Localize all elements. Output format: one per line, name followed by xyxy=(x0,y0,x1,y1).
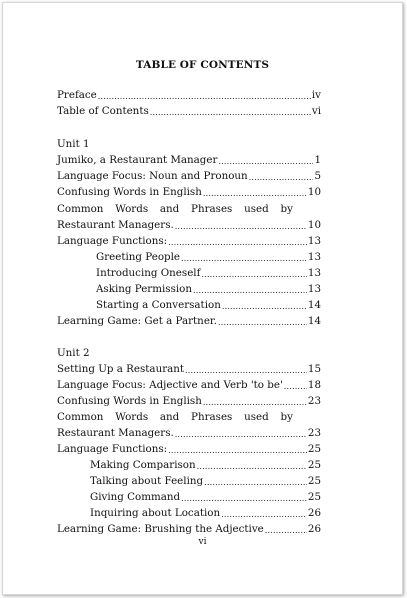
toc-entry: Confusing Words in English ..... 23 xyxy=(57,394,321,409)
page-number: vi xyxy=(198,537,207,547)
table-of-contents xyxy=(3,3,402,594)
toc-entry-wrapped-line: Common Words and Phrases used by xyxy=(57,411,293,423)
toc-subentry: Introducing Oneself ..... 13 xyxy=(96,266,321,281)
toc-subentry: Asking Permission ..... 13 xyxy=(96,282,321,297)
document-page xyxy=(2,2,403,595)
toc-entry: Language Focus: Adjective and Verb 'to be' ..... 18 xyxy=(57,378,321,393)
toc-entry-preface: Preface ..... iv xyxy=(57,88,321,103)
toc-entry: Language Functions: ..... 25 xyxy=(57,442,321,457)
toc-entry: Restaurant Managers. ..... 10 xyxy=(57,218,321,233)
toc-subentry: Inquiring about Location ..... 26 xyxy=(90,506,321,521)
toc-subentry: Talking about Feeling ..... 25 xyxy=(90,474,321,489)
toc-entry: Learning Game: Get a Partner. ..... 14 xyxy=(57,314,321,329)
unit-2-heading: Unit 2 xyxy=(57,347,90,359)
toc-subentry: Making Comparison ..... 25 xyxy=(90,458,321,473)
toc-subentry: Greeting People ..... 13 xyxy=(96,250,321,265)
unit-1-heading: Unit 1 xyxy=(57,138,90,150)
toc-title: TABLE OF CONTENTS xyxy=(135,59,270,71)
toc-entry-wrapped-line: Common Words and Phrases used by xyxy=(57,203,293,215)
toc-subentry: Giving Command ..... 25 xyxy=(90,490,321,505)
toc-entry: Language Functions: ..... 13 xyxy=(57,234,321,249)
toc-subentry: Starting a Conversation ..... 14 xyxy=(96,298,321,313)
toc-entry: Restaurant Managers. ..... 23 xyxy=(57,426,321,441)
toc-entry: Setting Up a Restaurant ..... 15 xyxy=(57,362,321,377)
toc-entry: Confusing Words in English ..... 10 xyxy=(57,185,321,200)
toc-entry: Language Focus: Noun and Pronoun ..... 5 xyxy=(57,169,321,184)
toc-entry: Jumiko, a Restaurant Manager ..... 1 xyxy=(57,153,321,168)
toc-entry-table-of-contents: Table of Contents ..... vi xyxy=(57,104,321,119)
toc-entry: Learning Game: Brushing the Adjective ..... 26 xyxy=(57,522,321,537)
